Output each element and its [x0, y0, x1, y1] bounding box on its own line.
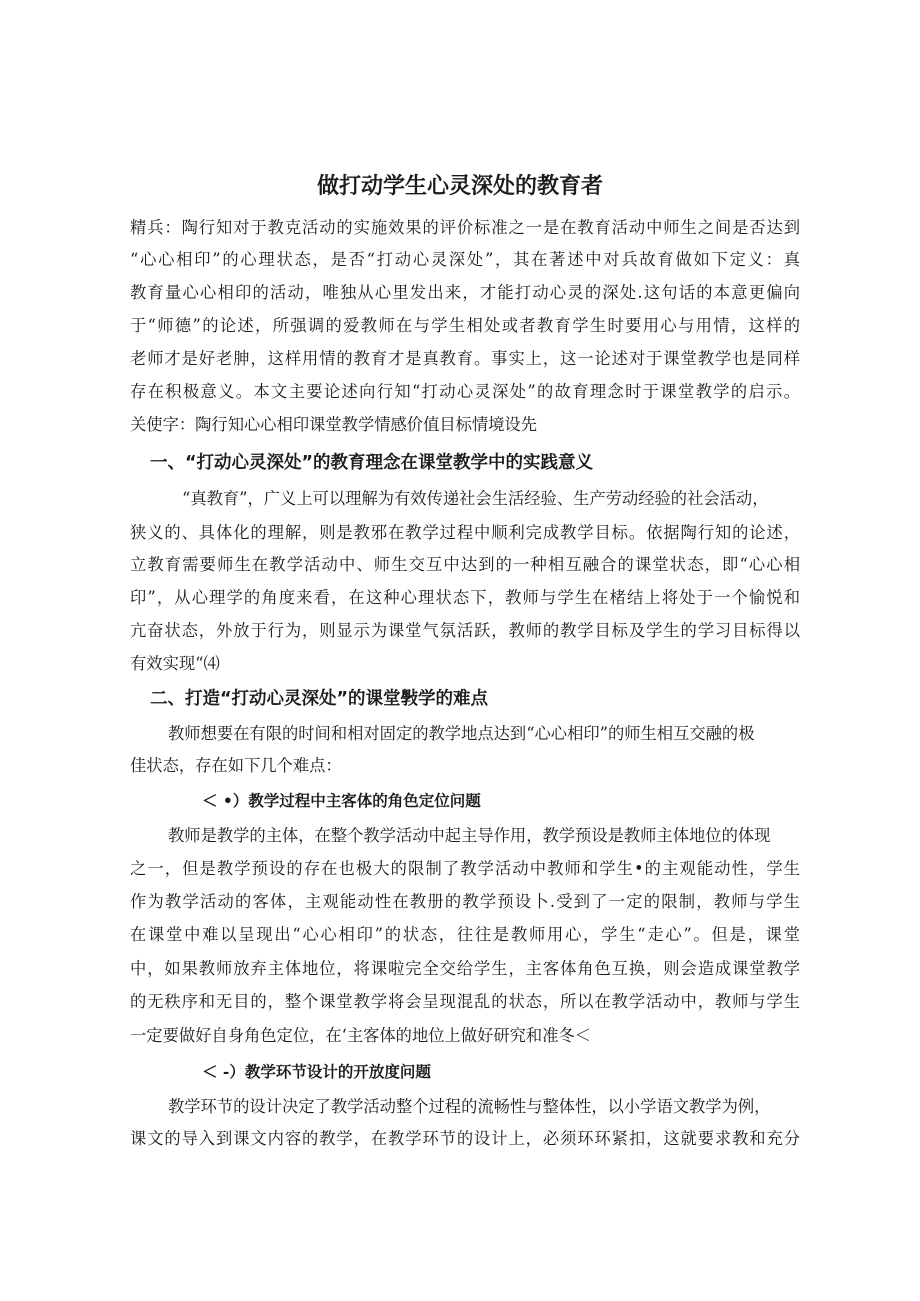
abstract-line: 精兵：陶行知对于教克活动的实施效果的评价标准之一是在教育活动中师生之间是否达到 — [130, 218, 800, 237]
paragraph-line: 教师想要在有限的时间和相对固定的教学地点达到“心心相印”的师生相互交融的极 — [168, 724, 755, 743]
paragraph-line: 立教育需要师生在教学活动中、师生交互中达到的一种相互融合的课堂状态，即“心心相 — [130, 555, 800, 574]
paragraph-line: 佳状态，存在如下几个难点： — [130, 756, 342, 775]
paragraph-line: 中，如果教师放弃主体地位，将课啦完全交给学生，主客体角色互换，则会造成课堂教学 — [130, 959, 800, 978]
paragraph-line: 亢奋状态，外放于行为，则显示为课堂气氛活跃，教师的教学目标及学生的学习目标得以 — [130, 621, 800, 640]
keywords-line: 关使字：陶行知心心相印课堂教学情感价值目标情境设先 — [130, 415, 538, 434]
paragraph-line: 在课堂中难以呈现出“心心相印”的状态，往往是教师用心，学生“走心”。但是，课堂 — [130, 925, 800, 944]
subsection-heading-2: ＜ -）教学环节设计的开放度问题 — [202, 1062, 431, 1081]
paragraph-line: “真教育”，广义上可以理解为有效传递社会生活经验、生产劳动经验的社会活动， — [182, 489, 769, 508]
paragraph-line: 教学环节的设计决定了教学活动整个过程的流畅性与整体性，以小学语文教学为例， — [168, 1097, 771, 1116]
paragraph-line: 作为教学活动的客体，主观能动性在教册的教学预设卜.受到了一定的限制，教师与学生 — [130, 892, 800, 911]
section-heading-2: 二、打造“打动心灵深处”的课堂斅学的难点 — [150, 689, 489, 709]
abstract-line: 存在积极意义。本文主要论述向行知“打动心灵深处”的故育理念时于课堂教学的启示。 — [130, 382, 800, 401]
abstract-line: 于“师德”的论述，所强调的爱教师在与学生相处或者教育学生时要用心与用情，这样的 — [130, 316, 800, 335]
paragraph-line: 一定要做好自身角色定位，在‘主客体的地位上做好研究和准冬＜ — [130, 1026, 592, 1045]
paragraph-line: 有效实现“⑷ — [130, 654, 220, 673]
paragraph-line: 的无秩序和无目的，整个课堂教学将会呈现混乱的状态，所以在教学活动中，教师与学生 — [130, 992, 800, 1011]
paragraph-line: 教师是教学的主体，在整个教学活动中起主导作用，教学预设是教师主体地位的体现 — [168, 826, 771, 845]
section-heading-1: 一、“打动心灵深处”的教育理念在课堂教学中的实践意义 — [150, 453, 594, 473]
paragraph-line: 课文的导入到课文内容的教学，在教学环节的设计上，必须环环紧扣，这就要求教和充分 — [130, 1129, 800, 1148]
subsection-heading-1: ＜ •）教学过程中主客体的角色定位问题 — [202, 791, 481, 810]
document-title: 做打动学生心灵深处的教育者 — [316, 174, 603, 199]
abstract-line: 教育量心心相印的活动，唯独从心里发出来，才能打动心灵的深处.这句话的本意更偏向 — [130, 283, 800, 302]
abstract-line: 老师才是好老胂，这样用情的教育才是真教育。事实上，这一论述对于课堂教学也是同样 — [130, 349, 800, 368]
paragraph-line: 狭义的、具体化的理解，则是教邪在教学过程中顺利完成教学目标。依据陶行知的论述， — [130, 523, 800, 542]
abstract-line: “心心相印”的心理状态，是否“打动心灵深处”，其在著述中对兵故育做如下定义：真 — [130, 250, 800, 269]
paragraph-line: 印”，从心理学的角度来看，在这种心理状态下，教师与学生在楮结上将处于一个愉悦和 — [130, 588, 800, 607]
paragraph-line: 之一，但是教学预设的存在也极大的限制了教学活动中教师和学生•的主观能动性，学生 — [130, 859, 800, 878]
